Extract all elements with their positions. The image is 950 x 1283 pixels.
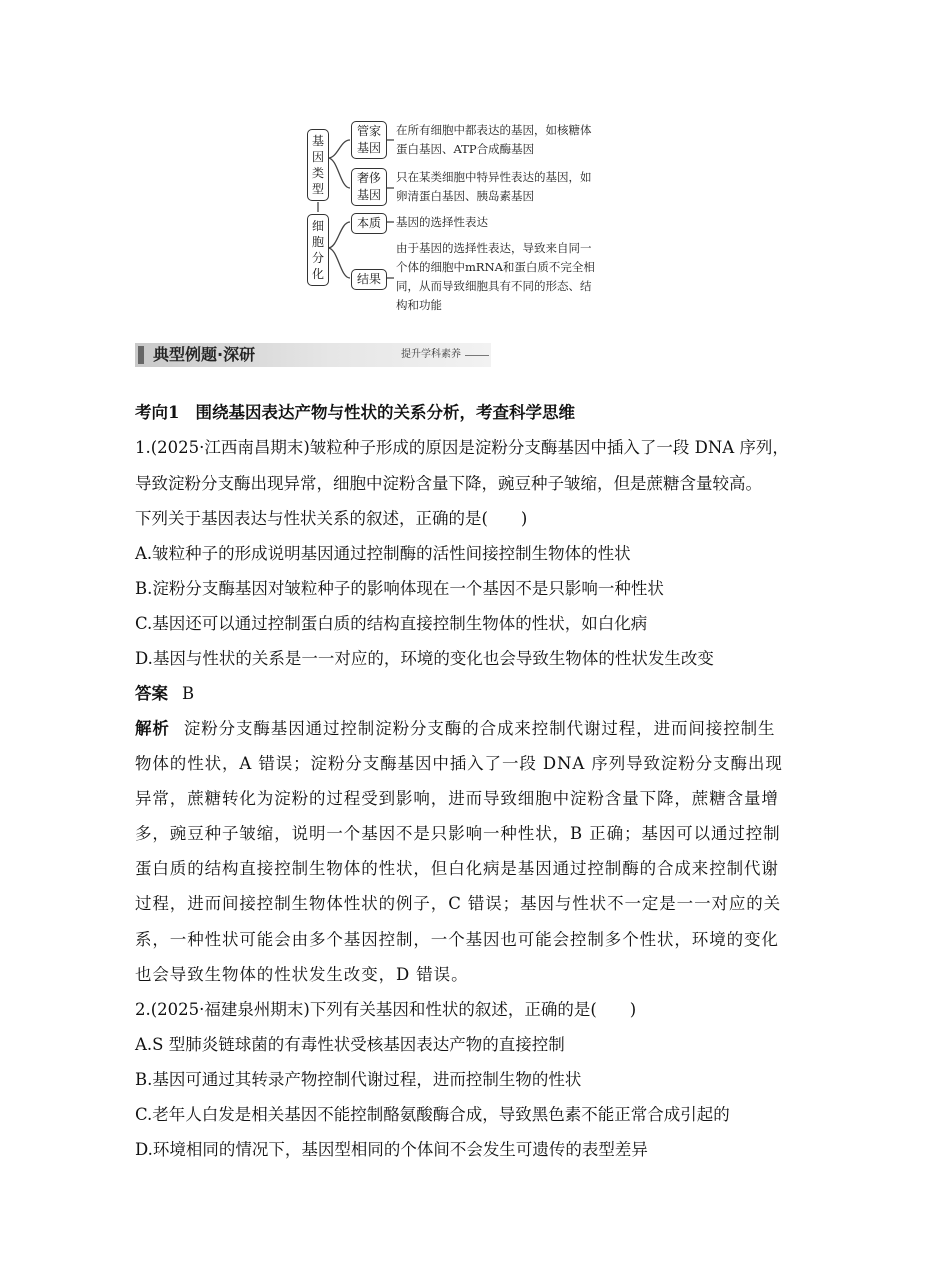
q2-option-c: C.老年人白发是相关基因不能控制酪氨酸酶合成，导致黑色素不能正常合成引起的 [135, 1105, 730, 1124]
q1-stem-line-3: 下列关于基因表达与性状关系的叙述，正确的是( ) [135, 509, 528, 528]
q2-option-b: B.基因可通过其转录产物控制代谢过程，进而控制生物的性状 [135, 1070, 582, 1089]
cell-differentiation-group-label: 细 胞 分 化 [311, 219, 324, 281]
q1-explanation-line-8: 也会导致生物体的性状发生改变，D 错误。 [135, 965, 469, 984]
q1-explanation-label: 解析 [135, 719, 170, 738]
housekeeping-gene-node: 管家 基因 [351, 121, 387, 159]
q1-explanation-text-1: 淀粉分支酶基因通过控制淀粉分支酶的合成来控制代谢过程，进而间接控制生 [183, 719, 776, 738]
q1-explanation-line-1 [135, 718, 775, 740]
q1-stem-line-1: 1.(2025·江西南昌期末)皱粒种子形成的原因是淀粉分支酶基因中插入了一段 DNA 序列， [135, 438, 789, 457]
q1-explanation-line-4: 多，豌豆种子皱缩，说明一个基因不是只影响一种性状，B 正确；基因可以通过控制 [135, 824, 781, 843]
concept-diagram [300, 118, 660, 318]
housekeeping-gene-description: 在所有细胞中都表达的基因，如核糖体 蛋白基因、ATP合成酶基因 [396, 123, 592, 156]
q1-explanation-line-3: 异常，蔗糖转化为淀粉的过程受到影响，进而导致细胞中淀粉含量下降，蔗糖含量增 [135, 789, 779, 808]
q1-explanation-line-7: 系，一种性状可能会由多个基因控制，一个基因也可能会控制多个性状，环境的变化 [135, 930, 779, 949]
q2-option-d: D.环境相同的情况下，基因型相同的个体间不会发生可遗传的表型差异 [135, 1140, 648, 1159]
essence-description: 基因的选择性表达 [396, 215, 488, 229]
banner-subtitle: 提升学科素养 [401, 349, 461, 360]
luxury-gene-node: 奢侈 基因 [351, 168, 387, 206]
q1-answer-value: B [182, 684, 195, 703]
q1-explanation-line-6: 过程，进而间接控制生物体性状的例子，C 错误；基因与性状不一定是一一对应的关 [135, 894, 782, 913]
cell-differentiation-group-box [307, 214, 329, 286]
q1-option-a: A.皱粒种子的形成说明基因通过控制酶的活性间接控制生物体的性状 [135, 544, 631, 563]
topic-heading-label: 考向1 [135, 403, 180, 422]
q1-stem-line-2: 导致淀粉分支酶出现异常，细胞中淀粉含量下降，豌豆种子皱缩，但是蔗糖含量较高。 [135, 474, 762, 493]
result-node: 结果 [351, 269, 387, 290]
q1-answer [135, 683, 194, 705]
q2-option-a: A.S 型肺炎链球菌的有毒性状受核基因表达产物的直接控制 [135, 1035, 565, 1054]
topic-heading-text: 围绕基因表达产物与性状的关系分析，考查科学思维 [195, 403, 575, 422]
q1-option-b: B.淀粉分支酶基因对皱粒种子的影响体现在一个基因不是只影响一种性状 [135, 579, 664, 598]
banner-title: 典型例题·深研 [153, 345, 256, 364]
gene-type-group-label: 基 因 类 型 [311, 134, 324, 196]
banner-decor-line [465, 355, 489, 356]
essence-node: 本质 [351, 213, 387, 234]
q1-option-d: D.基因与性状的关系是一一对应的，环境的变化也会导致生物体的性状发生改变 [135, 649, 714, 668]
gene-type-group-box [307, 129, 329, 201]
luxury-gene-description: 只在某类细胞中特异性表达的基因，如 卵清蛋白基因、胰岛素基因 [396, 170, 592, 203]
q2-stem: 2.(2025·福建泉州期末)下列有关基因和性状的叙述，正确的是( ) [135, 1000, 637, 1019]
topic-heading [135, 402, 575, 424]
q1-explanation-line-2: 物体的性状，A 错误；淀粉分支酶基因中插入了一段 DNA 序列导致淀粉分支酶出现 [135, 754, 783, 773]
section-banner [135, 343, 491, 367]
result-description: 由于基因的选择性表达，导致来自同一 个体的细胞中mRNA和蛋白质不完全相 同，从而导致细胞具有不同的形态、结 构和功能 [396, 241, 595, 312]
q1-explanation-line-5: 蛋白质的结构直接控制生物体的性状，但白化病是基因通过控制酶的合成来控制代谢 [135, 859, 779, 878]
q1-option-c: C.基因还可以通过控制蛋白质的结构直接控制生物体的性状，如白化病 [135, 614, 648, 633]
banner-accent-bar [138, 346, 144, 364]
q1-answer-label: 答案 [135, 684, 168, 703]
